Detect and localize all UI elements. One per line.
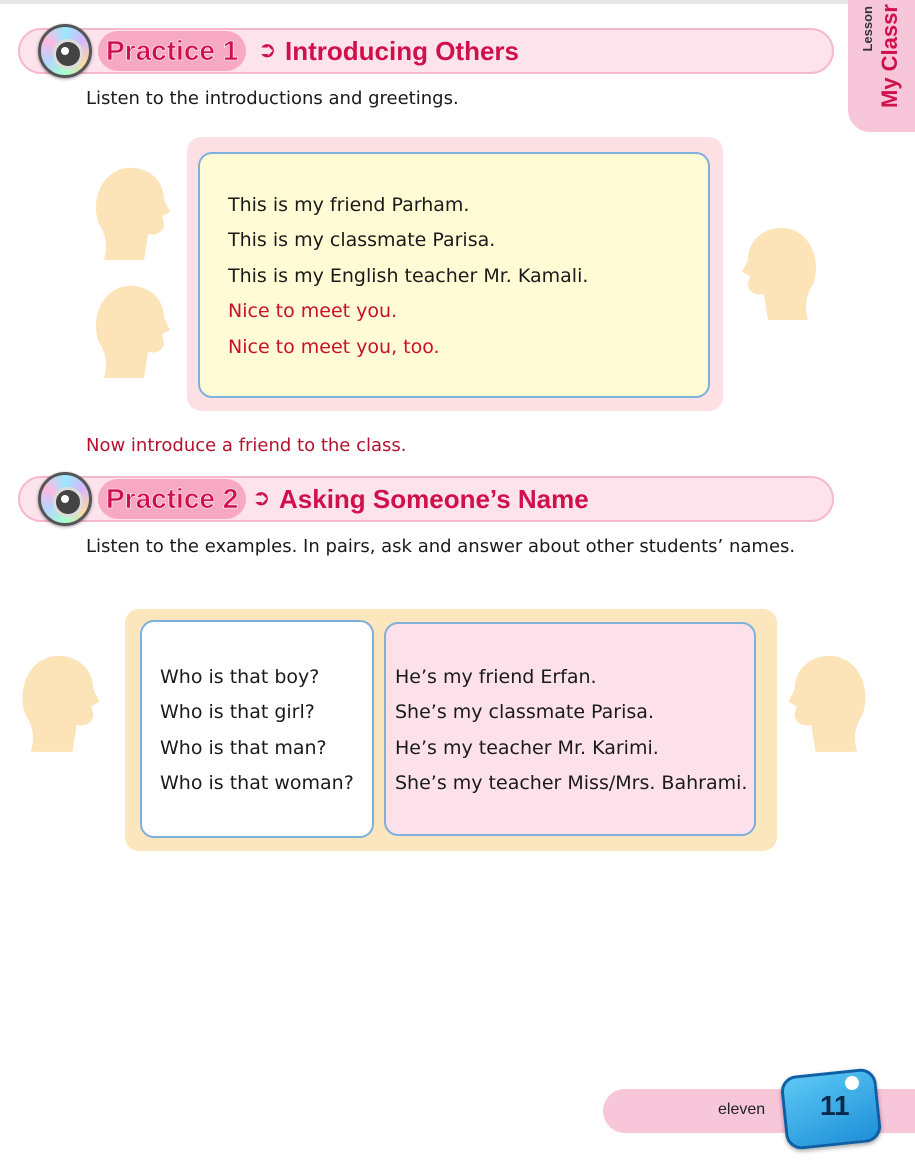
practice2-instruction: Listen to the examples. In pairs, ask and answer about other students’ names. [86, 536, 796, 557]
intro-line: This is my classmate Parisa. [228, 229, 496, 251]
intro-line: This is my English teacher Mr. Kamali. [228, 265, 589, 287]
greeting-line: Nice to meet you, too. [228, 336, 440, 358]
question-line: Who is that man? [160, 737, 327, 759]
question-line: Who is that woman? [160, 772, 354, 794]
top-rule [0, 0, 915, 4]
answer-line: She’s my teacher Miss/Mrs. Bahrami. [395, 772, 748, 794]
intro-line: This is my friend Parham. [228, 194, 470, 216]
practice1-title: Introducing Others [285, 36, 519, 66]
question-line: Who is that girl? [160, 701, 315, 723]
badge-dot-icon [845, 1076, 859, 1090]
person-head-silhouette-icon [738, 226, 822, 322]
person-head-silhouette-icon [14, 654, 106, 754]
page-number: 11 [820, 1090, 850, 1121]
practice1-instruction: Listen to the introductions and greetings. [86, 88, 459, 109]
lesson-name: My Classr [877, 4, 902, 108]
arrow-icon: ➲ [252, 486, 271, 511]
practice2-label: Practice 2 [98, 479, 246, 519]
answers-panel [384, 622, 756, 836]
practice1-follow-up: Now introduce a friend to the class. [86, 435, 407, 456]
lesson-word: Lesson [860, 6, 875, 52]
person-head-silhouette-icon [782, 654, 874, 754]
person-head-silhouette-icon [90, 284, 174, 380]
greeting-line: Nice to meet you. [228, 300, 398, 322]
answer-line: He’s my friend Erfan. [395, 666, 597, 688]
practice1-label: Practice 1 [98, 31, 246, 71]
page-number-word: eleven [718, 1101, 766, 1118]
answer-line: She’s my classmate Parisa. [395, 701, 654, 723]
answer-line: He’s my teacher Mr. Karimi. [395, 737, 659, 759]
audio-cd-icon[interactable] [38, 24, 92, 78]
person-head-silhouette-icon [90, 166, 174, 262]
audio-cd-icon[interactable] [38, 472, 92, 526]
question-line: Who is that boy? [160, 666, 320, 688]
arrow-icon: ➲ [258, 38, 277, 63]
questions-panel [140, 620, 374, 838]
practice2-title: Asking Someone’s Name [279, 484, 589, 514]
